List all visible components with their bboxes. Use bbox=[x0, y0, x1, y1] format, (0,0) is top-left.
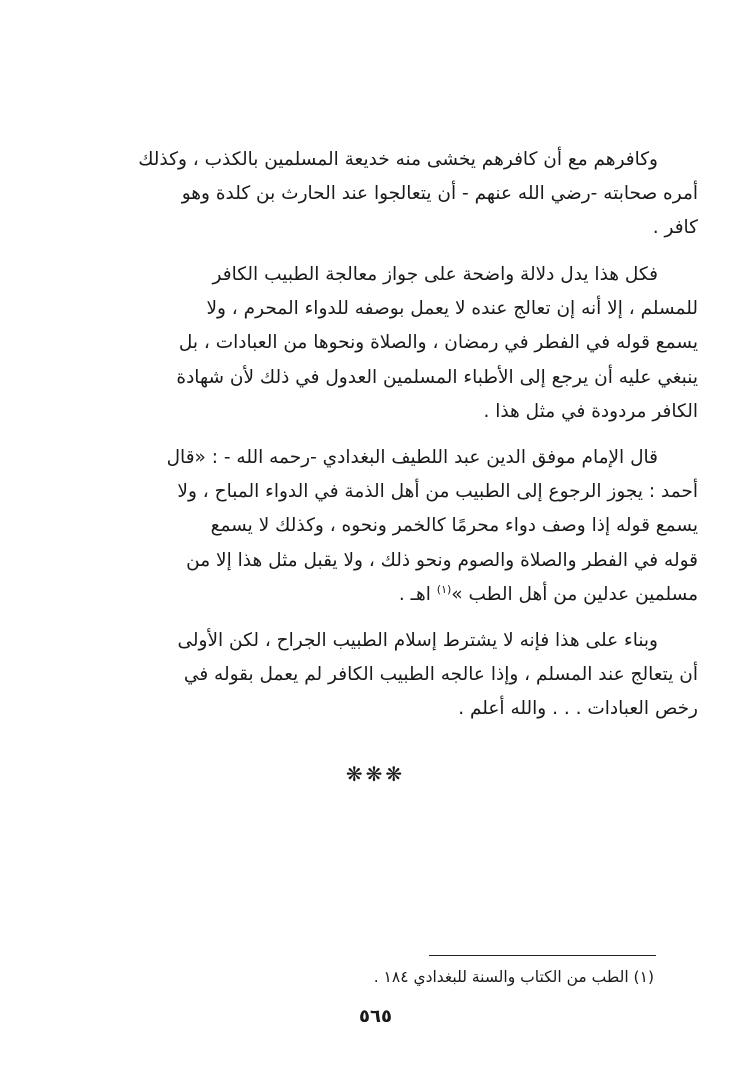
footnote-reference[interactable]: (١) bbox=[436, 582, 452, 596]
paragraph-1 bbox=[86, 143, 698, 246]
text-line: قال الإمام موفق الدين عبد اللطيف البغدادي -رحمه الله - : «قال bbox=[166, 447, 658, 468]
text-line-with-footnote-ref bbox=[86, 578, 698, 612]
paragraph-2 bbox=[86, 258, 698, 429]
paragraph-3-quote bbox=[86, 441, 698, 612]
text-line: رخص العبادات . . . والله أعلم . bbox=[458, 698, 698, 720]
text-line: أحمد : يجوز الرجوع إلى الطبيب من أهل الذمة في الدواء المباح ، ولا bbox=[177, 481, 698, 503]
text-line: يسمع قوله إذا وصف دواء محرمًا كالخمر ونحوه ، وكذلك لا يسمع bbox=[210, 515, 698, 537]
paragraph-4 bbox=[86, 624, 698, 727]
section-separator: ❋❋❋ bbox=[345, 762, 406, 786]
text-line: وكافرهم مع أن كافرهم يخشى منه خديعة المسلمين بالكذب ، وكذلك bbox=[138, 149, 658, 170]
text-line: الكافر مردودة في مثل هذا . bbox=[483, 400, 698, 422]
text-line: كافر . bbox=[652, 217, 698, 239]
text-line: فكل هذا يدل دلالة واضحة على جواز معالجة الطبيب الكافر bbox=[212, 264, 658, 285]
text-segment: اهـ . bbox=[398, 583, 437, 605]
text-line: قوله في الفطر والصلاة والصوم ونحو ذلك ، ولا يقبل مثل هذا إلا من bbox=[186, 549, 698, 571]
footnote: (١) الطب من الكتاب والسنة للبغدادي ١٨٤ . bbox=[373, 968, 654, 986]
text-line: ينبغي عليه أن يرجع إلى الأطباء المسلمين العدول في ذلك لأن شهادة bbox=[176, 366, 698, 388]
text-line: وبناء على هذا فإنه لا يشترط إسلام الطبيب الجراح ، لكن الأولى bbox=[177, 630, 658, 651]
text-line: أن يتعالج عند المسلم ، وإذا عالجه الطبيب الكافر لم يعمل بقوله في bbox=[183, 664, 698, 686]
footnote-divider bbox=[429, 955, 656, 956]
text-line: يسمع قوله في الفطر في رمضان ، والصلاة ونحوها من العبادات ، بل bbox=[178, 332, 698, 354]
text-line: للمسلم ، إلا أنه إن تعالج عنده لا يعمل بوصفه للدواء المحرم ، ولا bbox=[206, 298, 698, 320]
text-line: أمره صحابته -رضي الله عنهم - أن يتعالجوا عند الحارث بن كلدة وهو bbox=[181, 183, 698, 205]
page-number: ٥٦٥ bbox=[359, 1006, 392, 1027]
text-segment: مسلمين عدلين من أهل الطب » bbox=[451, 583, 698, 605]
